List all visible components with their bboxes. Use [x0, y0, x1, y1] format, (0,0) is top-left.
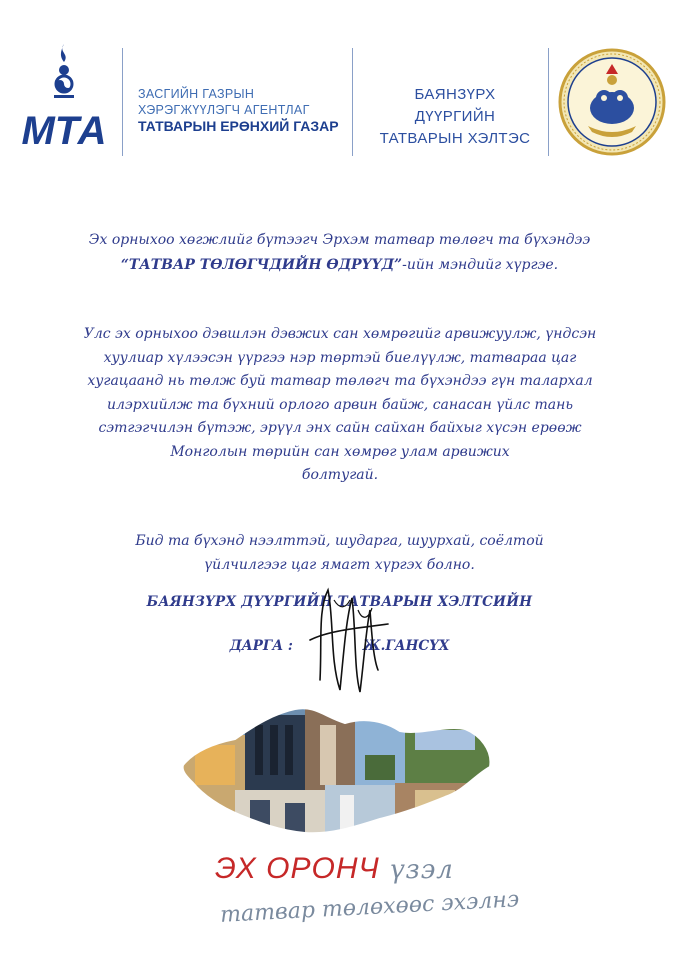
handwritten-signature	[300, 580, 400, 700]
service-paragraph	[0, 530, 679, 577]
district-seal-icon	[558, 48, 666, 156]
logo-text: МТА	[21, 109, 107, 150]
body-line: сэтгэгчилэн бүтэж, эрүүл энх сайн сайхан байхыг хүсэн ерөөж	[98, 420, 582, 436]
agency-line-2: ХЭРЭГЖҮҮЛЭГЧ АГЕНТЛАГ	[138, 103, 310, 117]
slogan-main	[215, 852, 454, 886]
header-divider-left	[122, 48, 123, 156]
greeting-line-2	[0, 253, 679, 278]
body-paragraph	[40, 323, 640, 488]
body-line: хуулиар хүлээсэн үүргээ нэр төртэй биелүүлж, татвараа цаг	[103, 349, 577, 366]
signature-org: БАЯНЗҮРХ ДҮҮРГИЙН ТАТВАРЫН ХЭЛТСИЙН	[146, 594, 533, 610]
mta-logo	[18, 40, 110, 150]
slogan-big: ЭХ ОРОНЧ	[215, 852, 380, 885]
body-line: болтугай.	[301, 467, 379, 483]
service-line: үйлчилгээг цаг ямагт хүргэх болно.	[204, 556, 475, 573]
body-line: илэрхийлж та бүхний орлого арвин байж, санасан үйлс тань	[107, 396, 573, 413]
office-line-2: ТАТВАРЫН ХЭЛТЭС	[379, 130, 531, 147]
office-name	[375, 84, 535, 150]
service-line: Бид та бүхэнд нээлттэй, шударга, шуурхай, соёлтой	[135, 533, 544, 549]
agency-line-3: ТАТВАРЫН ЕРӨНХИЙ ГАЗАР	[138, 118, 339, 134]
slogan-line-2: татвар төлөхөөс эхэлнэ	[219, 887, 520, 928]
mongolia-map-collage	[175, 695, 500, 845]
agency-line-1: ЗАСГИЙН ГАЗРЫН	[138, 87, 255, 101]
letter-header	[0, 0, 679, 170]
body-line: Монголын төрийн сан хөмрөг улам арвижих	[170, 443, 510, 460]
slogan-small: үзэл	[389, 855, 454, 885]
signature-name: Ж.ГАНСҮХ	[362, 638, 450, 654]
body-line: хугацаанд нь төлж буй татвар төлөгч та бүхэндээ гүн талархал	[87, 373, 593, 389]
header-divider-middle	[352, 48, 353, 156]
body-line: Улс эх орныхоо дэвшлэн дэвжих сан хөмрөгийг арвижуулж, үндсэн	[83, 326, 597, 342]
event-name: “ТАТВАР ТӨЛӨГЧДИЙН ӨДРҮҮД”	[120, 257, 403, 273]
greeting-line-2-rest: -ийн мэндийг хүргэе.	[402, 257, 559, 273]
greeting-line-1: Эх орныхоо хөгжлийг бүтээгч Эрхэм татвар төлөгч та бүхэндээ	[88, 232, 591, 248]
agency-name	[138, 86, 339, 134]
header-divider-right	[548, 48, 549, 156]
signature-title: ДАРГА :	[229, 638, 293, 654]
office-line-1: БАЯНЗҮРХ ДҮҮРГИЙН	[414, 86, 496, 125]
greeting	[0, 228, 679, 278]
